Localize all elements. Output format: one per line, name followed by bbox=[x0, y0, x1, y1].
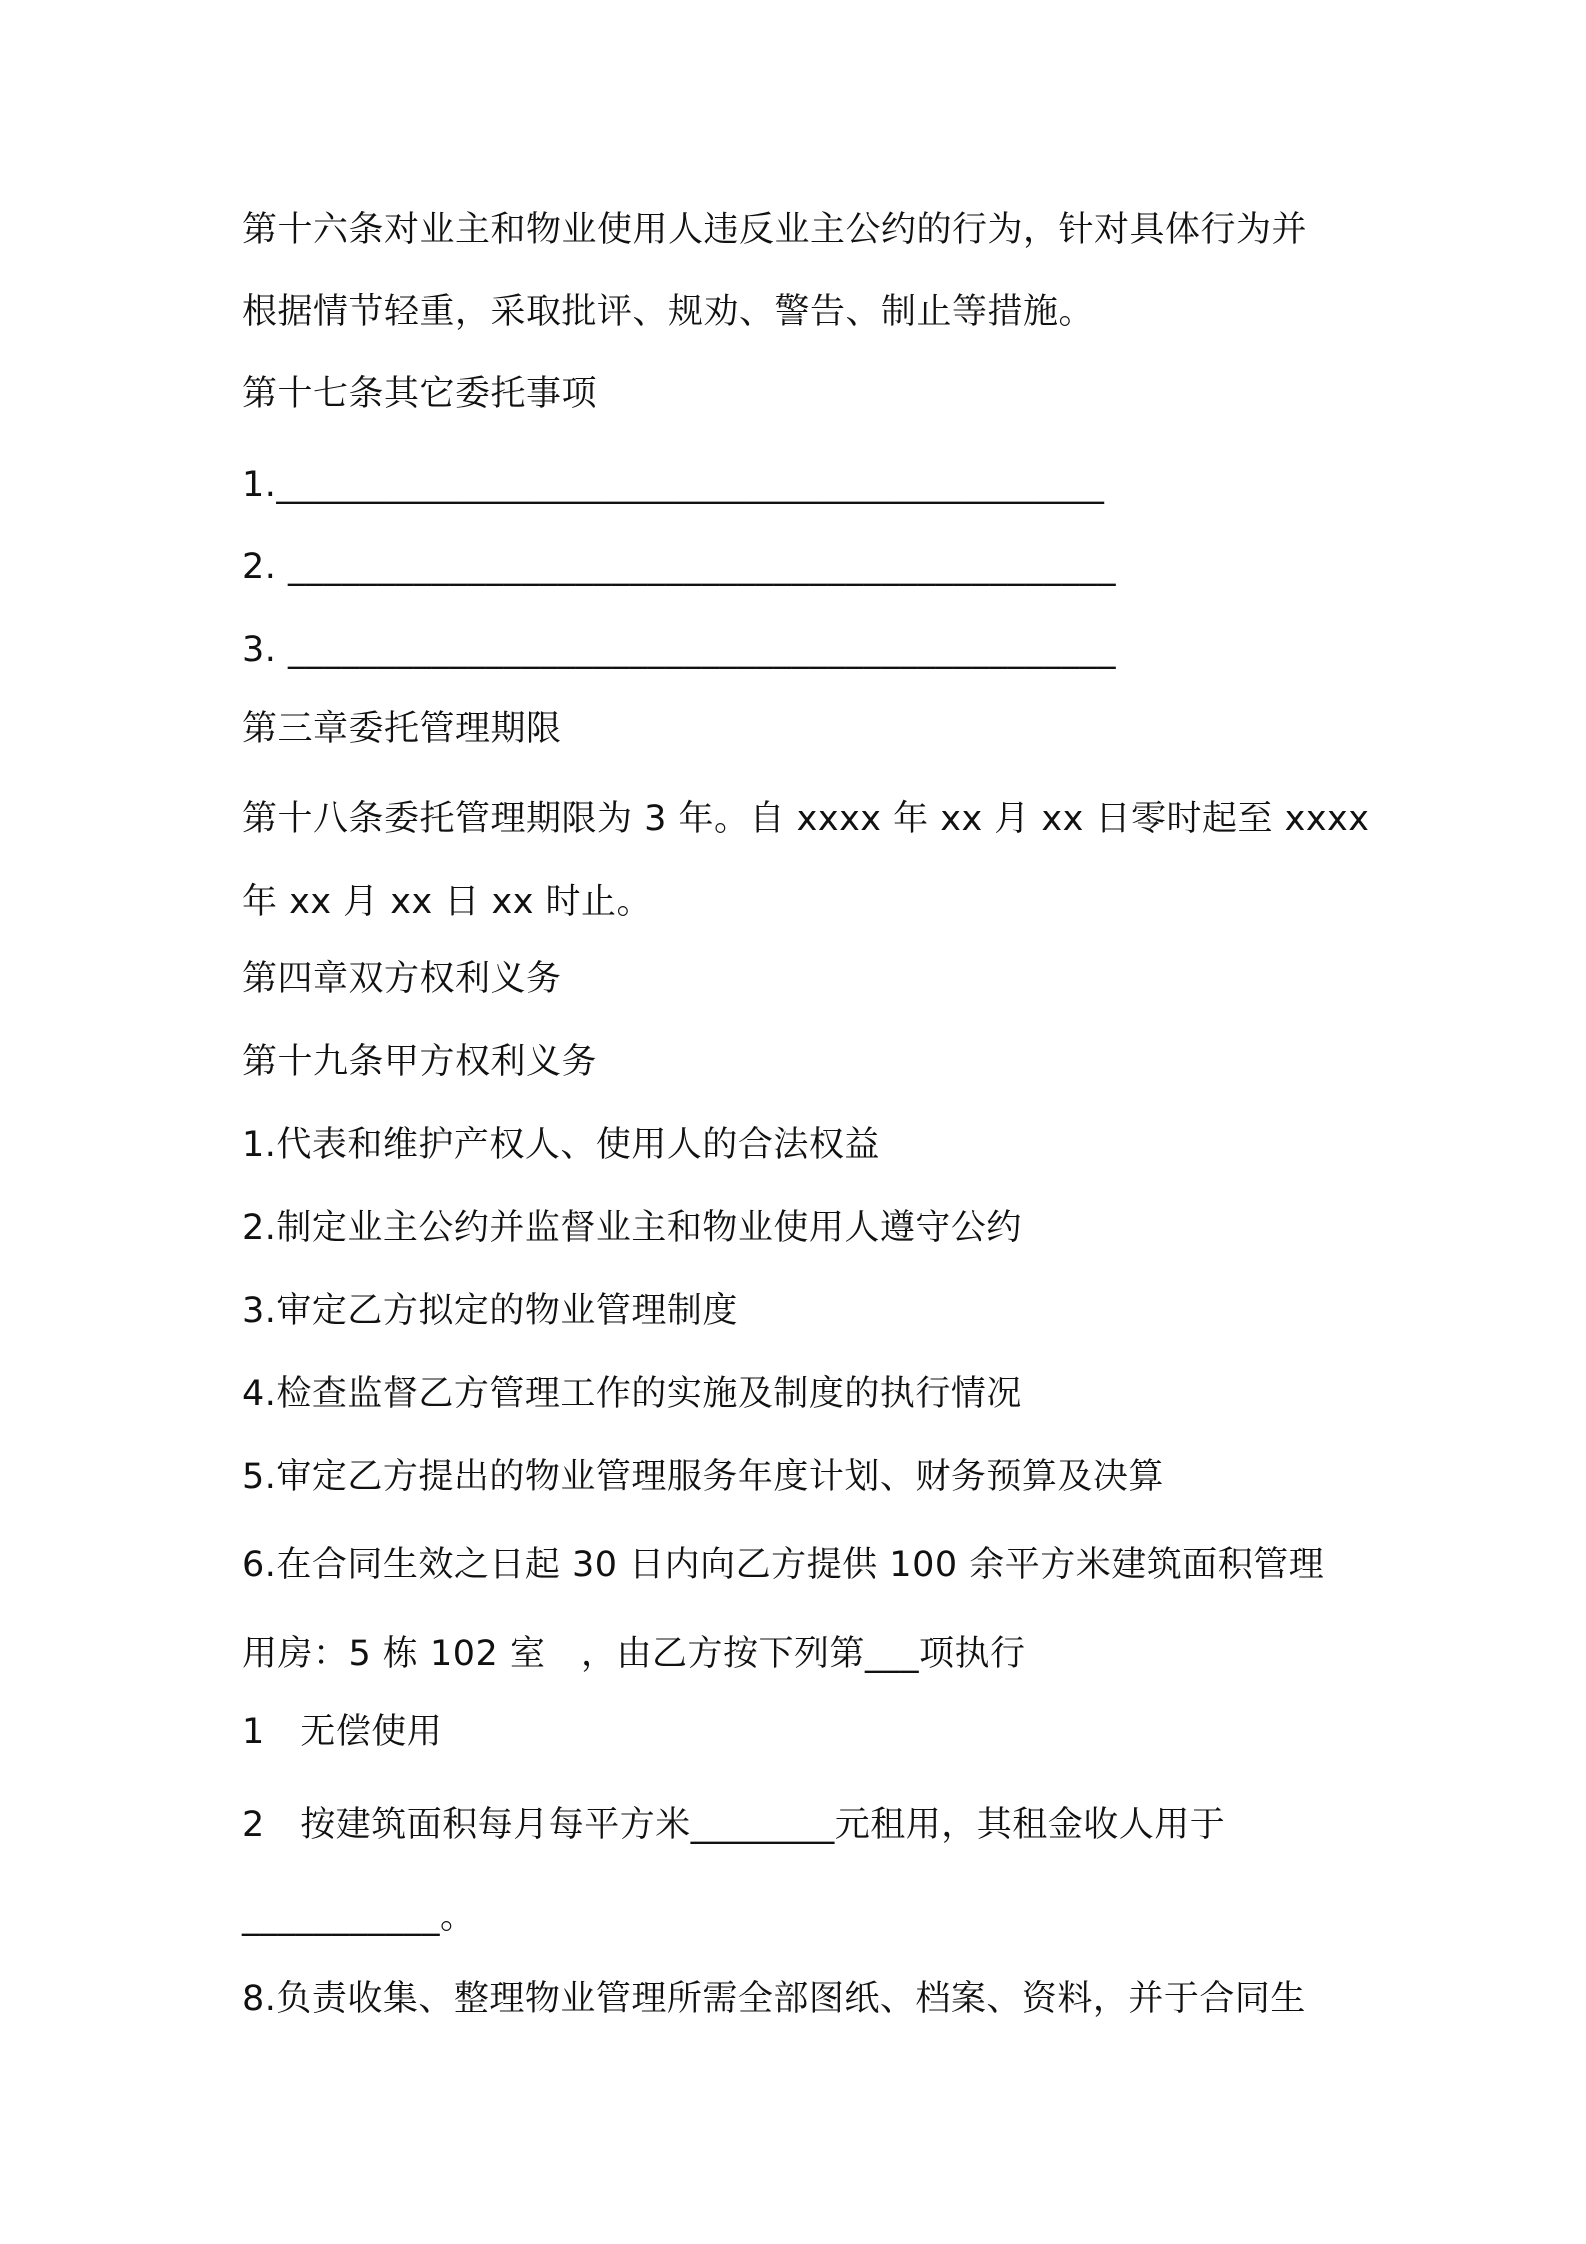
article-18-line-1: 第十八条委托管理期限为 3 年。自 xxxx 年 xx 月 xx 日零时起至 xxxx bbox=[242, 799, 1370, 839]
article-16-line-2: 根据情节轻重，采取批评、规劝、警告、制止等措施。 bbox=[242, 292, 1095, 332]
party-a-item-2: 2.制定业主公约并监督业主和物业使用人遵守公约 bbox=[242, 1208, 1022, 1248]
article-17-heading: 第十七条其它委托事项 bbox=[242, 374, 598, 414]
party-a-item-8-line-1: 8.负责收集、整理物业管理所需全部图纸、档案、资料，并于合同生 bbox=[242, 1979, 1306, 2019]
blank-item-3: 3. ______________________________________________ bbox=[242, 630, 1117, 670]
party-a-item-6-line-2: 用房：5 栋 102 室 ，由乙方按下列第___项执行 bbox=[242, 1634, 1026, 1674]
party-a-item-1: 1.代表和维护产权人、使用人的合法权益 bbox=[242, 1125, 880, 1165]
option-2-rent-line-1: 2 按建筑面积每月每平方米________元租用，其租金收人用于 bbox=[242, 1805, 1226, 1845]
article-18-line-2: 年 xx 月 xx 日 xx 时止。 bbox=[242, 882, 653, 922]
chapter-3-heading: 第三章委托管理期限 bbox=[242, 709, 562, 749]
article-16-line-1: 第十六条对业主和物业使用人违反业主公约的行为，针对具体行为并 bbox=[242, 210, 1308, 250]
blank-item-1: 1.______________________________________________ bbox=[242, 465, 1105, 505]
party-a-item-3: 3.审定乙方拟定的物业管理制度 bbox=[242, 1291, 738, 1331]
party-a-item-5: 5.审定乙方提出的物业管理服务年度计划、财务预算及决算 bbox=[242, 1457, 1164, 1497]
blank-item-2: 2. ______________________________________________ bbox=[242, 547, 1117, 587]
chapter-4-heading: 第四章双方权利义务 bbox=[242, 959, 562, 999]
option-2-rent-line-2: ___________。 bbox=[242, 1897, 476, 1937]
article-19-heading: 第十九条甲方权利义务 bbox=[242, 1042, 598, 1082]
option-1-free-use: 1 无偿使用 bbox=[242, 1712, 443, 1752]
party-a-item-4: 4.检查监督乙方管理工作的实施及制度的执行情况 bbox=[242, 1374, 1022, 1414]
party-a-item-6-line-1: 6.在合同生效之日起 30 日内向乙方提供 100 余平方米建筑面积管理 bbox=[242, 1545, 1325, 1585]
